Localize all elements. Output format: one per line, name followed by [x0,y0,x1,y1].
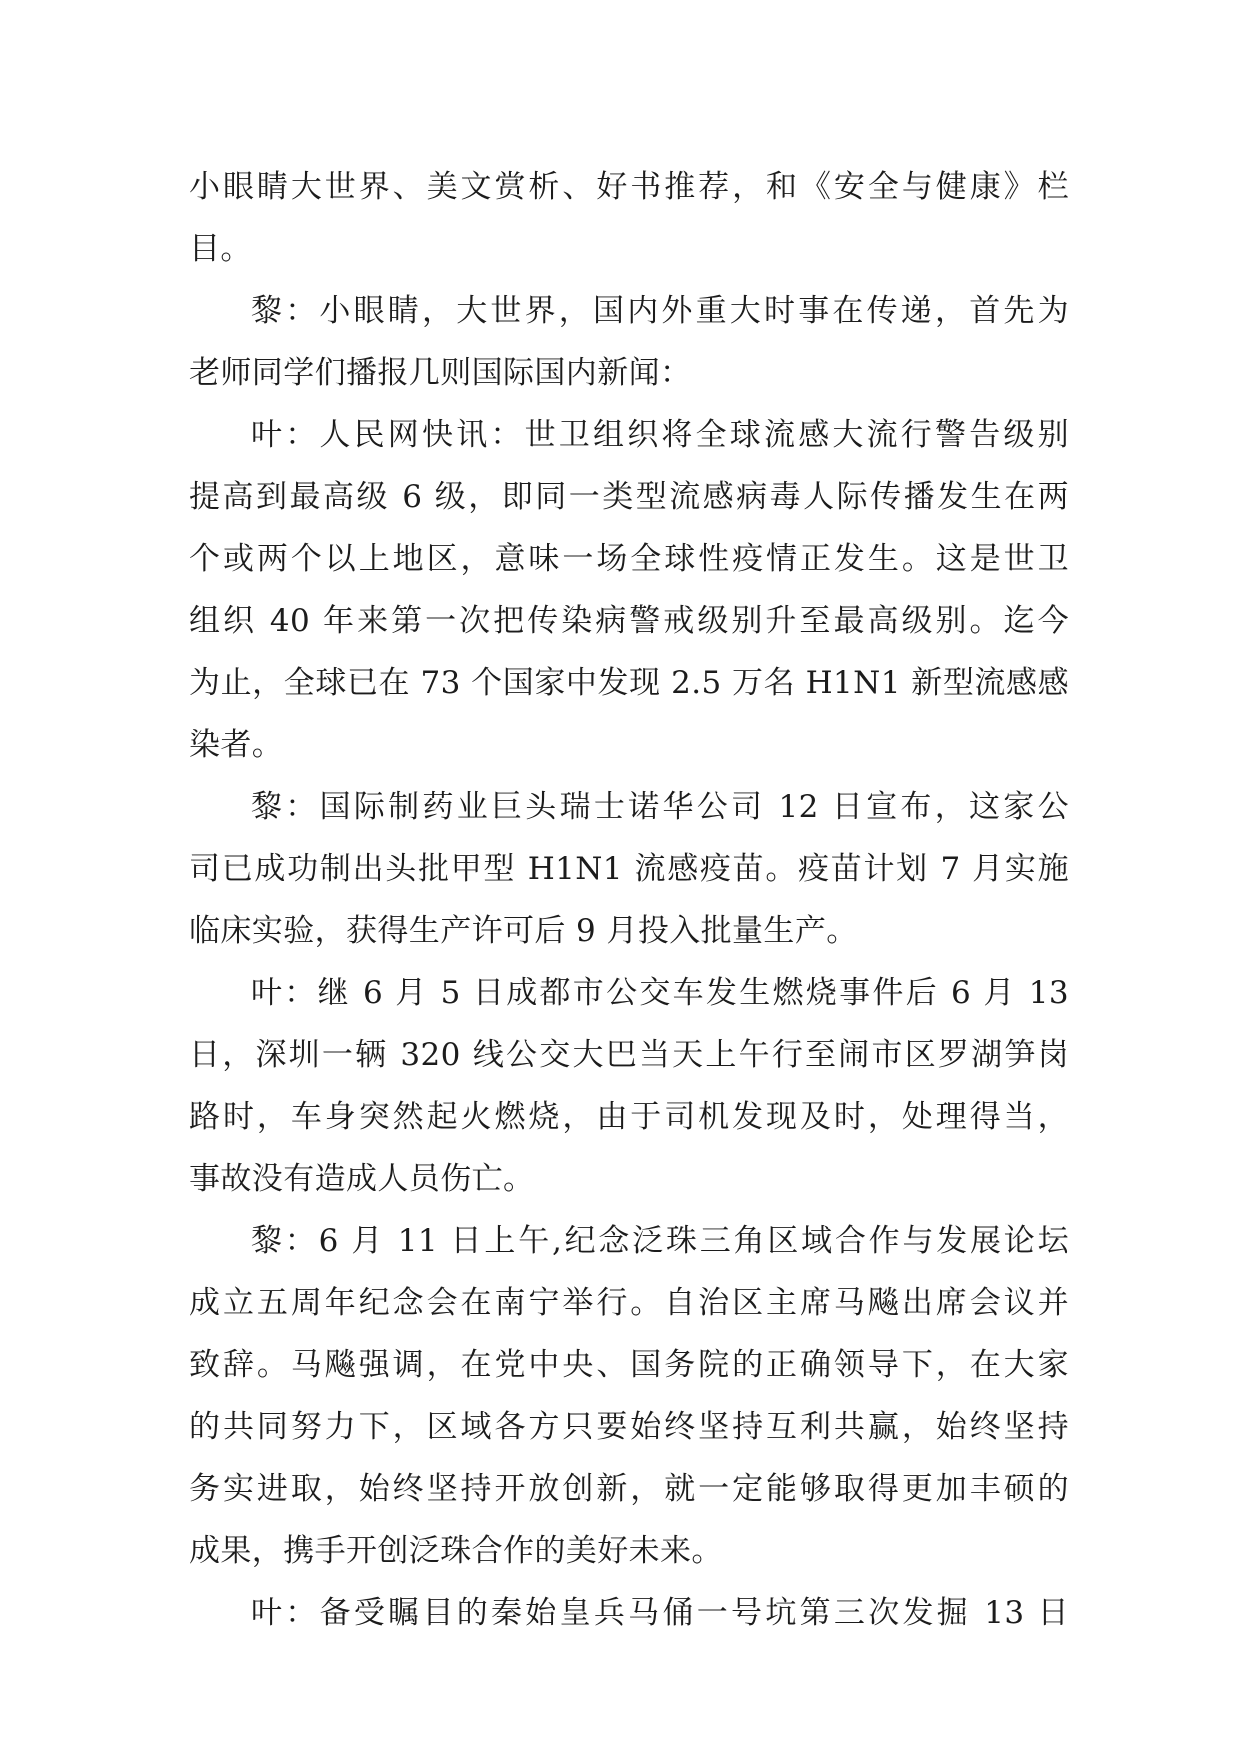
text-line: 提高到最高级 6 级，即同一类型流感病毒人际传播发生在两 [189,479,1069,515]
text-line: 叶：备受瞩目的秦始皇兵马俑一号坑第三次发掘 13 日 [251,1595,1069,1631]
text-line: 致辞。马飚强调，在党中央、国务院的正确领导下，在大家 [189,1347,1069,1383]
text-line: 务实进取，始终坚持开放创新，就一定能够取得更加丰硕的 [189,1471,1069,1507]
text-line: 老师同学们播报几则国际国内新闻： [189,355,692,391]
text-line: 路时，车身突然起火燃烧，由于司机发现及时，处理得当， [189,1099,1069,1135]
text-line: 组织 40 年来第一次把传染病警戒级别升至最高级别。迄今 [189,603,1069,639]
text-line: 黎：6 月 11 日上午,纪念泛珠三角区域合作与发展论坛 [251,1223,1069,1259]
text-line: 成立五周年纪念会在南宁举行。自治区主席马飚出席会议并 [189,1285,1069,1321]
text-line: 为止，全球已在 73 个国家中发现 2.5 万名 H1N1 新型流感感 [189,665,1069,701]
text-line: 黎：国际制药业巨头瑞士诺华公司 12 日宣布，这家公 [251,789,1069,825]
text-line: 司已成功制出头批甲型 H1N1 流感疫苗。疫苗计划 7 月实施 [189,851,1069,887]
text-line: 小眼睛大世界、美文赏析、好书推荐，和《安全与健康》栏 [189,169,1069,205]
text-line: 的共同努力下，区域各方只要始终坚持互利共赢，始终坚持 [189,1409,1069,1445]
text-line: 事故没有造成人员伤亡。 [189,1161,535,1197]
text-line: 成果，携手开创泛珠合作的美好未来。 [189,1533,723,1569]
text-line: 叶：人民网快讯：世卫组织将全球流感大流行警告级别 [251,417,1069,453]
text-line: 日，深圳一辆 320 线公交大巴当天上午行至闹市区罗湖笋岗 [189,1037,1069,1073]
document-body [189,156,1069,1644]
text-line: 叶：继 6 月 5 日成都市公交车发生燃烧事件后 6 月 13 [251,975,1069,1011]
text-line: 染者。 [189,727,284,763]
text-line: 个或两个以上地区，意味一场全球性疫情正发生。这是世卫 [189,541,1069,577]
text-line: 临床实验，获得生产许可后 9 月投入批量生产。 [189,913,858,949]
text-line: 目。 [189,231,252,267]
text-line: 黎：小眼睛，大世界，国内外重大时事在传递，首先为 [251,293,1069,329]
